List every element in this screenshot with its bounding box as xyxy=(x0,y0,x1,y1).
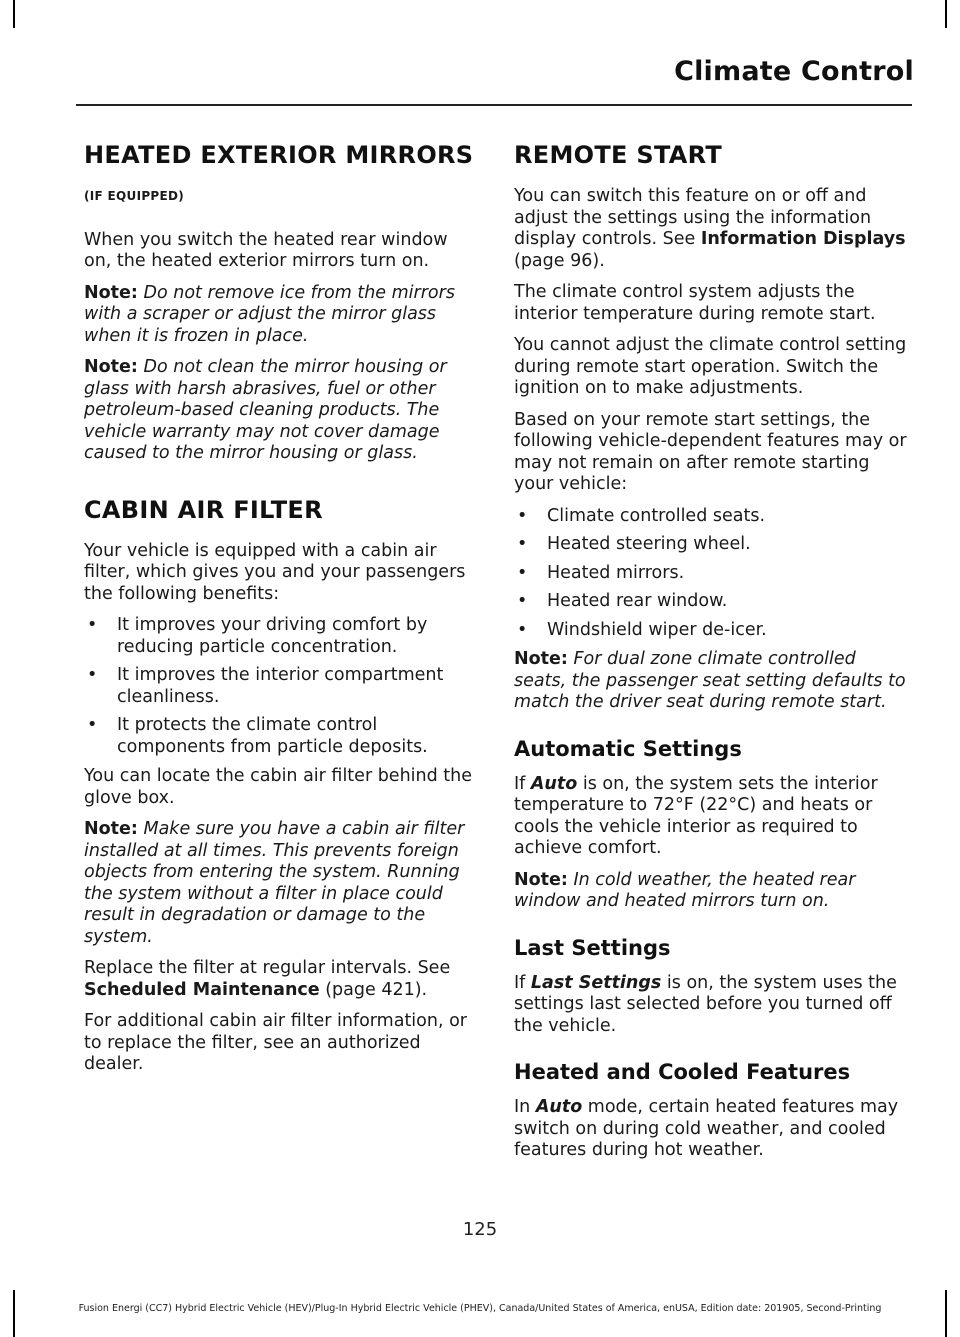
note-paragraph xyxy=(84,819,479,948)
crop-mark-top-right xyxy=(945,0,947,28)
paragraph: You can locate the cabin air filter behind the glove box. xyxy=(84,766,473,808)
emphasis: Last Settings xyxy=(530,972,662,993)
text: In xyxy=(514,1097,536,1117)
note-paragraph xyxy=(514,870,909,913)
list-item: • Heated rear window. xyxy=(514,591,909,613)
note-label: Note: xyxy=(84,819,138,839)
list-item: • It improves the interior compartment cleanliness. xyxy=(84,665,479,708)
paragraph: When you switch the heated rear window on, the heated exterior mirrors turn on. xyxy=(84,229,448,271)
paragraph: The climate control system adjusts the interior temperature during remote start. xyxy=(514,282,876,324)
paragraph xyxy=(514,1097,909,1162)
crop-mark-top-left xyxy=(13,0,15,28)
edition-footer: Fusion Energi (CC7) Hybrid Electric Vehicle (HEV)/Plug-In Hybrid Electric Vehicle (PHEV), Canada/United States of America, enUSA, Edition date: 201905, Second-Printing xyxy=(78,1303,882,1314)
note-text: For dual zone climate controlled seats, the passenger seat setting defaults to match the driver seat during remote start. xyxy=(514,649,906,712)
page-header-title: Climate Control xyxy=(674,56,914,87)
text: If xyxy=(514,773,531,794)
note-paragraph xyxy=(514,649,909,714)
subsection-title-heated-cooled-features: Heated and Cooled Features xyxy=(514,1060,851,1084)
list-item: • Climate controlled seats. xyxy=(514,506,909,528)
header-divider xyxy=(76,104,912,106)
note-text: In cold weather, the heated rear window and heated mirrors turn on. xyxy=(514,869,856,911)
note-paragraph xyxy=(84,283,479,348)
note-paragraph xyxy=(84,357,479,465)
text: (page 96). xyxy=(514,250,605,271)
paragraph: For additional cabin air filter information, or to replace the filter, see an authorized dealer. xyxy=(84,1011,467,1074)
note-text: Do not remove ice from the mirrors with a scraper or adjust the mirror glass when it is frozen in place. xyxy=(84,282,455,346)
section-title-cabin-air-filter: CABIN AIR FILTER xyxy=(84,495,323,524)
paragraph xyxy=(514,973,909,1038)
subsection-title-automatic-settings: Automatic Settings xyxy=(514,736,742,761)
paragraph: Based on your remote start settings, the following vehicle-dependent features may or may not remain on after remote starting your vehicle: xyxy=(514,409,907,494)
note-label: Note: xyxy=(84,357,138,377)
text: mode, certain heated features may switch on during cold weather, and cooled features during hot weather. xyxy=(514,1097,899,1160)
page-number: 125 xyxy=(462,1219,498,1240)
list-item: • Windshield wiper de-icer. xyxy=(514,620,909,642)
benefits-list xyxy=(84,615,479,758)
paragraph xyxy=(514,186,909,272)
paragraph: You cannot adjust the climate control setting during remote start operation. Switch the ignition on to make adjustments. xyxy=(514,335,907,398)
emphasis: Auto xyxy=(535,1097,583,1117)
note-label: Note: xyxy=(84,282,138,303)
text: (page 421). xyxy=(319,979,428,1000)
cross-reference-link[interactable]: Information Displays xyxy=(700,229,906,249)
note-text: Do not clean the mirror housing or glass with harsh abrasives, fuel or other petroleum-based cleaning products. The vehicle warranty may not cover damage caused to the mirror housing or glass. xyxy=(84,357,447,463)
text: is on, the system uses the settings last selected before you turned off the vehicle. xyxy=(514,972,897,1036)
list-item: • It improves your driving comfort by reducing particle concentration. xyxy=(84,615,479,658)
if-equipped-label: (IF EQUIPPED) xyxy=(84,189,185,203)
text: If xyxy=(514,972,531,993)
right-column xyxy=(514,140,909,1172)
note-text: Make sure you have a cabin air filter installed at all times. This prevents foreign objects from entering the system. Running the system without a filter in place could result in degradation or damage to the system. xyxy=(84,819,465,947)
features-list xyxy=(514,506,909,642)
section-title-heated-mirrors: HEATED EXTERIOR MIRRORS xyxy=(84,141,474,169)
text: You can switch this feature on or off and adjust the settings using the information display controls. See xyxy=(514,186,872,249)
text: Replace the filter at regular intervals. See xyxy=(84,958,451,978)
paragraph xyxy=(514,774,909,860)
subsection-title-last-settings: Last Settings xyxy=(514,935,671,960)
text: is on, the system sets the interior temperature to 72°F (22°C) and heats or cools the vehicle interior as required to achieve comfort. xyxy=(514,773,878,858)
paragraph xyxy=(84,958,479,1001)
note-label: Note: xyxy=(514,649,568,669)
cross-reference-link[interactable]: Scheduled Maintenance xyxy=(84,979,320,1000)
list-item: • It protects the climate control components from particle deposits. xyxy=(84,715,479,758)
list-item: • Heated steering wheel. xyxy=(514,534,909,556)
section-title-remote-start: REMOTE START xyxy=(514,141,723,169)
emphasis: Auto xyxy=(530,773,578,794)
list-item: • Heated mirrors. xyxy=(514,563,909,585)
paragraph: Your vehicle is equipped with a cabin air filter, which gives you and your passengers the following benefits: xyxy=(84,540,466,604)
left-column xyxy=(84,140,479,1086)
note-label: Note: xyxy=(514,869,568,890)
